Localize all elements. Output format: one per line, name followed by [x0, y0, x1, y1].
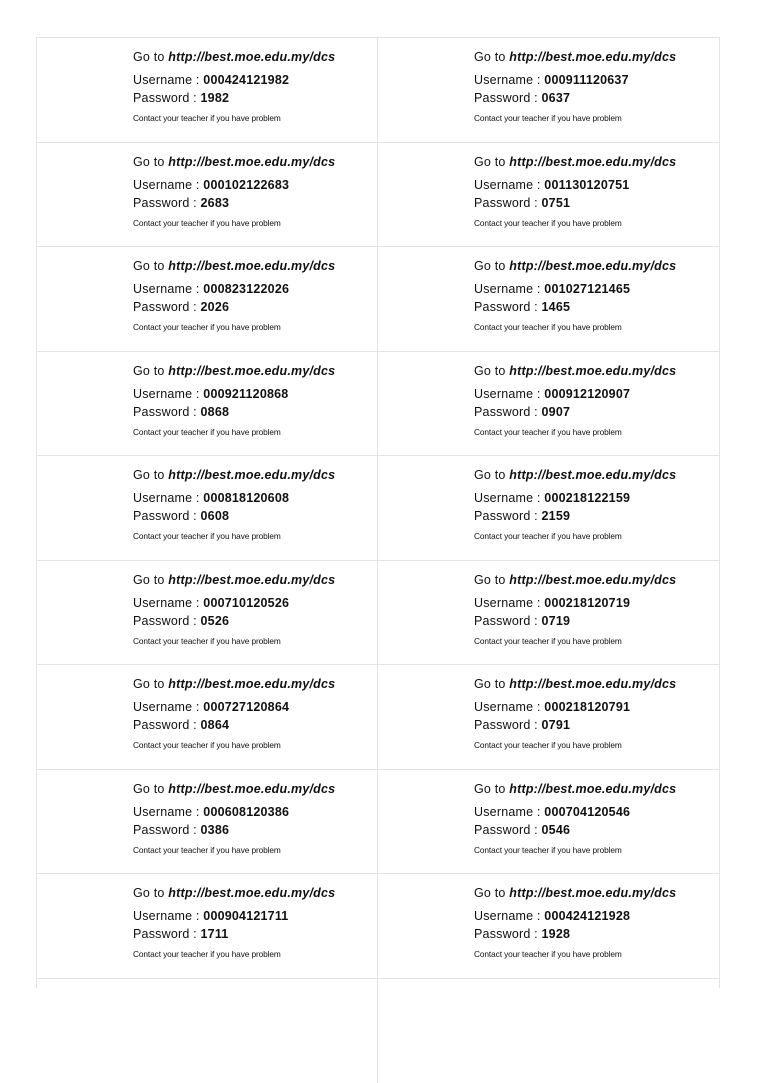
username-value: 000818120608: [203, 491, 289, 505]
password-label: Password :: [474, 405, 538, 419]
goto-label: Go to: [133, 573, 165, 587]
goto-label: Go to: [474, 259, 506, 273]
username-line: [133, 698, 335, 716]
username-line: [474, 594, 676, 612]
slip-content: [133, 153, 335, 229]
goto-label: Go to: [133, 155, 165, 169]
login-slip: [37, 247, 378, 352]
site-url: http://best.moe.edu.my/dcs: [509, 677, 676, 691]
contact-note: Contact your teacher if you have problem: [474, 113, 676, 124]
contact-note: Contact your teacher if you have problem: [474, 845, 676, 856]
contact-note: Contact your teacher if you have problem: [133, 218, 335, 229]
login-slip: [378, 665, 720, 770]
password-value: 1982: [201, 91, 230, 105]
login-slip: [378, 561, 720, 666]
username-line: [474, 698, 676, 716]
password-value: 1928: [542, 927, 571, 941]
goto-label: Go to: [133, 364, 165, 378]
site-url: http://best.moe.edu.my/dcs: [509, 782, 676, 796]
password-value: 1711: [201, 927, 229, 941]
login-slip: [378, 352, 720, 457]
goto-line: [474, 362, 676, 380]
password-label: Password :: [474, 927, 538, 941]
site-url: http://best.moe.edu.my/dcs: [168, 573, 335, 587]
login-slip: [378, 456, 720, 561]
password-value: 2159: [542, 509, 571, 523]
username-value: 001027121465: [544, 282, 630, 296]
contact-note: Contact your teacher if you have problem: [133, 322, 335, 333]
site-url: http://best.moe.edu.my/dcs: [509, 364, 676, 378]
goto-label: Go to: [474, 782, 506, 796]
password-value: 0864: [201, 718, 230, 732]
password-label: Password :: [133, 718, 197, 732]
contact-note: Contact your teacher if you have problem: [133, 427, 335, 438]
site-url: http://best.moe.edu.my/dcs: [509, 886, 676, 900]
password-value: 0868: [201, 405, 230, 419]
password-label: Password :: [133, 614, 197, 628]
goto-line: [133, 675, 335, 693]
contact-note: Contact your teacher if you have problem: [133, 636, 335, 647]
goto-label: Go to: [474, 155, 506, 169]
password-line: [474, 507, 676, 525]
goto-line: [133, 466, 335, 484]
username-label: Username :: [474, 178, 541, 192]
site-url: http://best.moe.edu.my/dcs: [168, 259, 335, 273]
goto-line: [474, 466, 676, 484]
goto-line: [474, 675, 676, 693]
slip-content: [474, 675, 676, 751]
login-slip-sheet: [36, 37, 720, 988]
username-line: [133, 176, 335, 194]
username-label: Username :: [133, 73, 200, 87]
username-value: 001130120751: [544, 178, 629, 192]
site-url: http://best.moe.edu.my/dcs: [168, 782, 335, 796]
login-slip: [37, 352, 378, 457]
password-label: Password :: [133, 509, 197, 523]
login-slip-cut: [378, 979, 720, 1083]
username-label: Username :: [133, 178, 200, 192]
slip-content: [474, 48, 676, 124]
password-value: 0637: [542, 91, 571, 105]
login-slip: [37, 770, 378, 875]
password-line: [474, 925, 676, 943]
username-value: 000912120907: [544, 387, 630, 401]
username-label: Username :: [474, 73, 541, 87]
password-line: [133, 821, 335, 839]
username-value: 000102122683: [203, 178, 289, 192]
contact-note: Contact your teacher if you have problem: [474, 740, 676, 751]
username-line: [133, 594, 335, 612]
site-url: http://best.moe.edu.my/dcs: [168, 886, 335, 900]
password-value: 0386: [201, 823, 230, 837]
password-label: Password :: [133, 927, 197, 941]
slip-content: [133, 362, 335, 438]
username-value: 000608120386: [203, 805, 289, 819]
contact-note: Contact your teacher if you have problem: [474, 636, 676, 647]
password-label: Password :: [133, 300, 197, 314]
login-slip: [37, 456, 378, 561]
password-label: Password :: [474, 718, 538, 732]
contact-note: Contact your teacher if you have problem: [474, 322, 676, 333]
username-line: [474, 907, 676, 925]
goto-line: [133, 362, 335, 380]
slip-content: [133, 48, 335, 124]
site-url: http://best.moe.edu.my/dcs: [509, 468, 676, 482]
goto-label: Go to: [133, 468, 165, 482]
password-label: Password :: [474, 823, 538, 837]
password-value: 0719: [542, 614, 571, 628]
goto-line: [474, 153, 676, 171]
contact-note: Contact your teacher if you have problem: [133, 845, 335, 856]
goto-label: Go to: [474, 50, 506, 64]
login-slip: [37, 874, 378, 979]
username-line: [133, 385, 335, 403]
username-value: 000218120791: [544, 700, 630, 714]
password-line: [133, 298, 335, 316]
slip-content: [133, 884, 335, 960]
login-slip: [37, 38, 378, 143]
site-url: http://best.moe.edu.my/dcs: [168, 468, 335, 482]
slip-content: [133, 466, 335, 542]
slip-content: [133, 571, 335, 647]
password-line: [133, 716, 335, 734]
username-line: [133, 803, 335, 821]
username-label: Username :: [474, 700, 541, 714]
username-line: [133, 489, 335, 507]
username-line: [474, 71, 676, 89]
slip-content: [474, 362, 676, 438]
username-line: [474, 176, 676, 194]
goto-label: Go to: [133, 50, 165, 64]
password-line: [474, 89, 676, 107]
username-value: 000911120637: [544, 73, 628, 87]
username-value: 000218120719: [544, 596, 630, 610]
site-url: http://best.moe.edu.my/dcs: [168, 677, 335, 691]
goto-line: [133, 48, 335, 66]
slip-content: [133, 780, 335, 856]
goto-label: Go to: [474, 468, 506, 482]
site-url: http://best.moe.edu.my/dcs: [168, 155, 335, 169]
username-label: Username :: [474, 909, 541, 923]
username-line: [133, 280, 335, 298]
username-value: 000424121928: [544, 909, 630, 923]
username-line: [474, 489, 676, 507]
slip-content: [474, 153, 676, 229]
username-label: Username :: [133, 491, 200, 505]
login-slip: [378, 874, 720, 979]
slip-content: [474, 884, 676, 960]
password-value: 0751: [542, 196, 571, 210]
site-url: http://best.moe.edu.my/dcs: [509, 50, 676, 64]
username-value: 000218122159: [544, 491, 630, 505]
password-label: Password :: [133, 196, 197, 210]
login-slip: [378, 143, 720, 248]
password-value: 1465: [542, 300, 571, 314]
password-value: 0907: [542, 405, 571, 419]
contact-note: Contact your teacher if you have problem: [133, 531, 335, 542]
username-label: Username :: [474, 387, 541, 401]
login-slip: [378, 770, 720, 875]
password-label: Password :: [474, 509, 538, 523]
password-line: [133, 925, 335, 943]
goto-label: Go to: [133, 886, 165, 900]
slip-content: [474, 257, 676, 333]
contact-note: Contact your teacher if you have problem: [133, 113, 335, 124]
password-label: Password :: [133, 823, 197, 837]
username-value: 000704120546: [544, 805, 630, 819]
username-label: Username :: [133, 282, 200, 296]
goto-line: [133, 780, 335, 798]
username-value: 000424121982: [203, 73, 289, 87]
password-value: 2026: [201, 300, 230, 314]
username-value: 000921120868: [203, 387, 288, 401]
goto-label: Go to: [474, 364, 506, 378]
username-label: Username :: [133, 909, 200, 923]
username-value: 000823122026: [203, 282, 289, 296]
username-label: Username :: [133, 805, 200, 819]
site-url: http://best.moe.edu.my/dcs: [509, 259, 676, 273]
password-line: [474, 194, 676, 212]
goto-line: [474, 571, 676, 589]
goto-line: [474, 780, 676, 798]
username-line: [474, 803, 676, 821]
password-line: [133, 507, 335, 525]
goto-label: Go to: [133, 677, 165, 691]
contact-note: Contact your teacher if you have problem: [474, 531, 676, 542]
username-line: [133, 907, 335, 925]
password-label: Password :: [474, 91, 538, 105]
slip-content: [133, 257, 335, 333]
password-label: Password :: [474, 300, 538, 314]
username-line: [133, 71, 335, 89]
password-line: [474, 298, 676, 316]
username-label: Username :: [474, 491, 541, 505]
site-url: http://best.moe.edu.my/dcs: [168, 50, 335, 64]
contact-note: Contact your teacher if you have problem: [474, 427, 676, 438]
username-label: Username :: [133, 596, 200, 610]
username-line: [474, 385, 676, 403]
site-url: http://best.moe.edu.my/dcs: [509, 155, 676, 169]
slip-content: [474, 780, 676, 856]
password-line: [133, 612, 335, 630]
username-label: Username :: [474, 805, 541, 819]
goto-line: [474, 257, 676, 275]
password-line: [474, 821, 676, 839]
goto-line: [474, 48, 676, 66]
username-value: 000904121711: [203, 909, 288, 923]
password-line: [474, 403, 676, 421]
contact-note: Contact your teacher if you have problem: [133, 949, 335, 960]
username-value: 000727120864: [203, 700, 289, 714]
password-value: 0546: [542, 823, 571, 837]
password-line: [474, 612, 676, 630]
contact-note: Contact your teacher if you have problem: [133, 740, 335, 751]
login-slip: [37, 143, 378, 248]
goto-label: Go to: [133, 259, 165, 273]
login-slip: [378, 38, 720, 143]
password-label: Password :: [133, 91, 197, 105]
site-url: http://best.moe.edu.my/dcs: [509, 573, 676, 587]
password-value: 0608: [201, 509, 230, 523]
site-url: http://best.moe.edu.my/dcs: [168, 364, 335, 378]
login-slip: [378, 247, 720, 352]
username-label: Username :: [474, 596, 541, 610]
login-slip-cut: [37, 979, 378, 1083]
goto-label: Go to: [474, 573, 506, 587]
slip-content: [474, 466, 676, 542]
goto-line: [474, 884, 676, 902]
goto-line: [133, 153, 335, 171]
contact-note: Contact your teacher if you have problem: [474, 949, 676, 960]
login-slip: [37, 561, 378, 666]
password-label: Password :: [474, 196, 538, 210]
username-value: 000710120526: [203, 596, 289, 610]
goto-line: [133, 571, 335, 589]
username-label: Username :: [133, 387, 200, 401]
slip-content: [133, 675, 335, 751]
password-line: [133, 403, 335, 421]
password-value: 0791: [542, 718, 571, 732]
goto-line: [133, 257, 335, 275]
goto-label: Go to: [474, 677, 506, 691]
password-label: Password :: [133, 405, 197, 419]
username-label: Username :: [133, 700, 200, 714]
login-slip: [37, 665, 378, 770]
contact-note: Contact your teacher if you have problem: [474, 218, 676, 229]
password-line: [133, 194, 335, 212]
goto-label: Go to: [133, 782, 165, 796]
goto-line: [133, 884, 335, 902]
password-line: [474, 716, 676, 734]
password-value: 0526: [201, 614, 230, 628]
username-label: Username :: [474, 282, 541, 296]
password-line: [133, 89, 335, 107]
slip-content: [474, 571, 676, 647]
password-label: Password :: [474, 614, 538, 628]
username-line: [474, 280, 676, 298]
goto-label: Go to: [474, 886, 506, 900]
password-value: 2683: [201, 196, 230, 210]
